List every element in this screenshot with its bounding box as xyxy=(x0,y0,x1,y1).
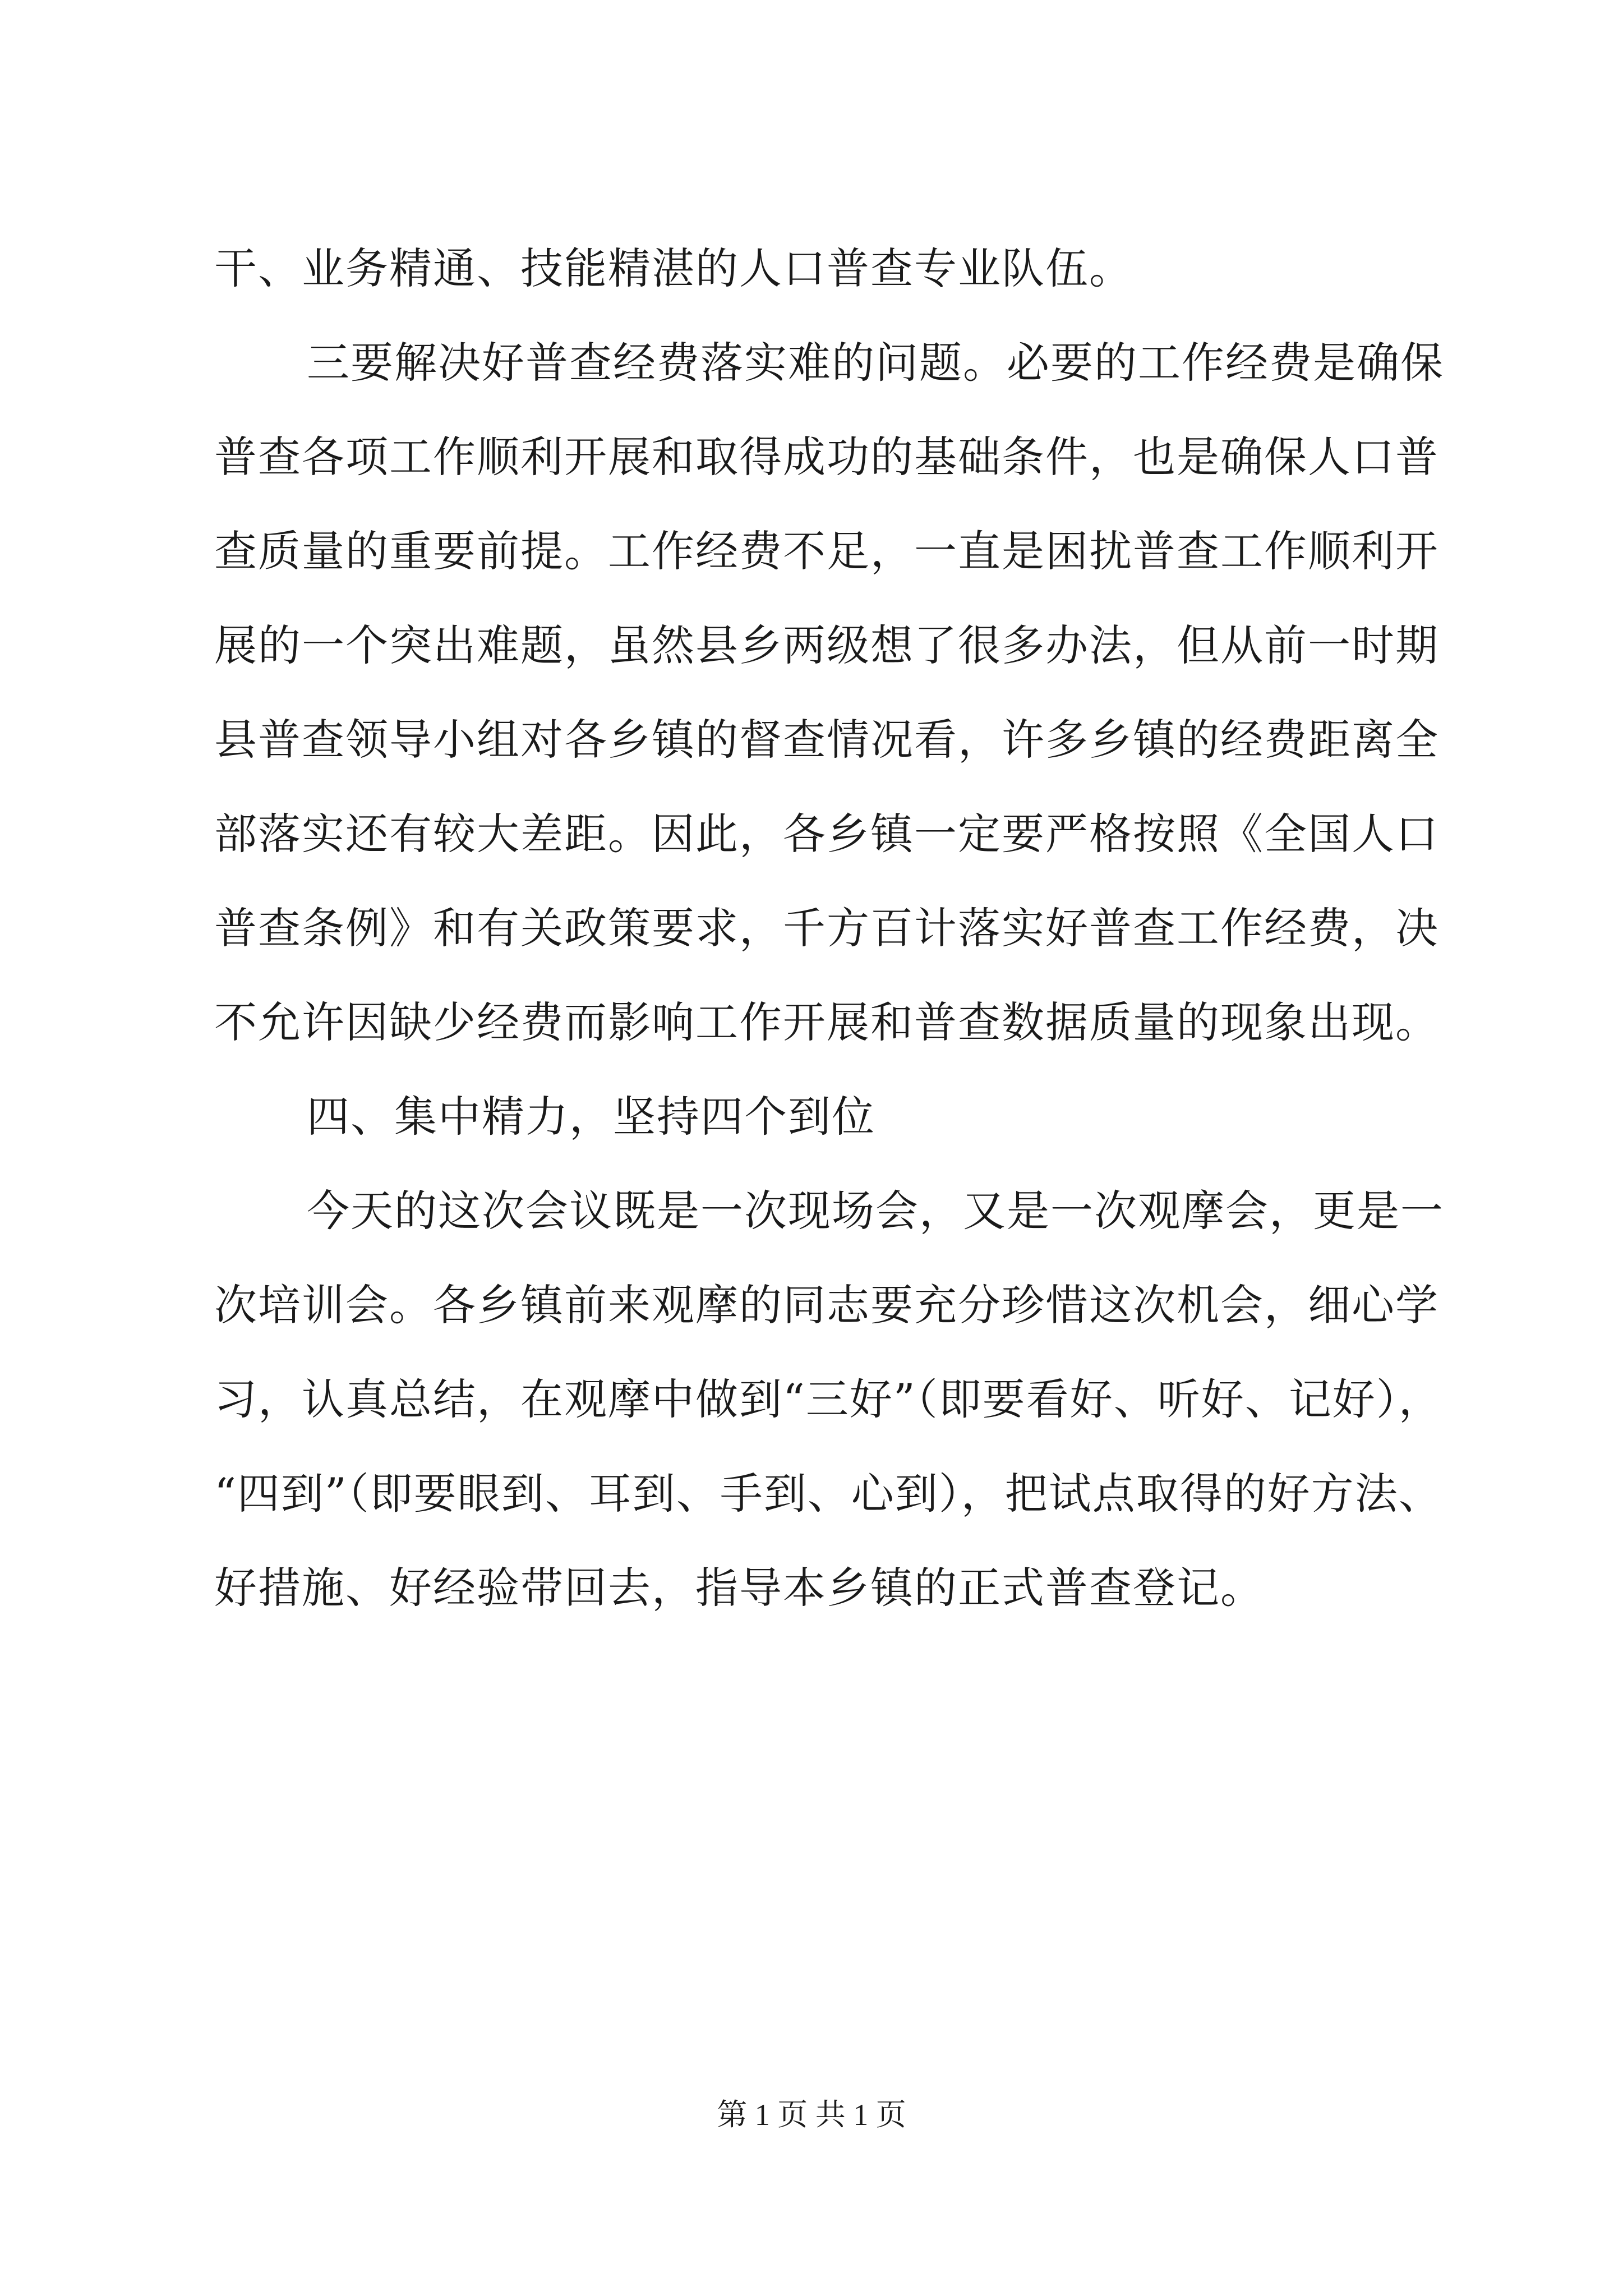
text-line-4: 查质量的重要前提。工作经费不足，一直是困扰普查工作顺利开 xyxy=(214,526,1439,576)
text-line-11: 今天的这次会议既是一次现场会，又是一次观摩会，更是一 xyxy=(307,1186,1444,1236)
text-line-7: 部落实还有较大差距。因此，各乡镇一定要严格按照《全国人口 xyxy=(214,809,1439,859)
text-line-6: 县普查领导小组对各乡镇的督查情况看，许多乡镇的经费距离全 xyxy=(214,715,1439,765)
text-line-13: 习，认真总结，在观摩中做到“三好”（即要看好、听好、记好）， xyxy=(214,1374,1442,1424)
text-line-9: 不允许因缺少经费而影响工作开展和普查数据质量的现象出现。 xyxy=(214,997,1439,1047)
text-line-2: 三要解决好普查经费落实难的问题。必要的工作经费是确保 xyxy=(307,338,1444,388)
page-footer: 第 1 页 共 1 页 xyxy=(717,2098,906,2132)
text-line-8: 普查条例》和有关政策要求，千方百计落实好普查工作经费，决 xyxy=(214,903,1439,953)
document-body xyxy=(214,222,1448,1635)
text-line-12: 次培训会。各乡镇前来观摩的同志要充分珍惜这次机会，细心学 xyxy=(214,1280,1439,1330)
text-line-5: 展的一个突出难题，虽然县乡两级想了很多办法，但从前一时期 xyxy=(214,620,1439,670)
text-line-14: “四到”（即要眼到、耳到、手到、心到），把试点取得的好方法、 xyxy=(214,1469,1442,1519)
text-line-1: 干、业务精通、技能精湛的人口普查专业队伍。 xyxy=(214,243,1133,293)
text-line-15: 好措施、好经验带回去，指导本乡镇的正式普查登记。 xyxy=(214,1563,1264,1613)
section-heading: 四、集中精力，坚持四个到位 xyxy=(307,1092,875,1142)
text-line-3: 普查各项工作顺利开展和取得成功的基础条件，也是确保人口普 xyxy=(214,432,1439,482)
